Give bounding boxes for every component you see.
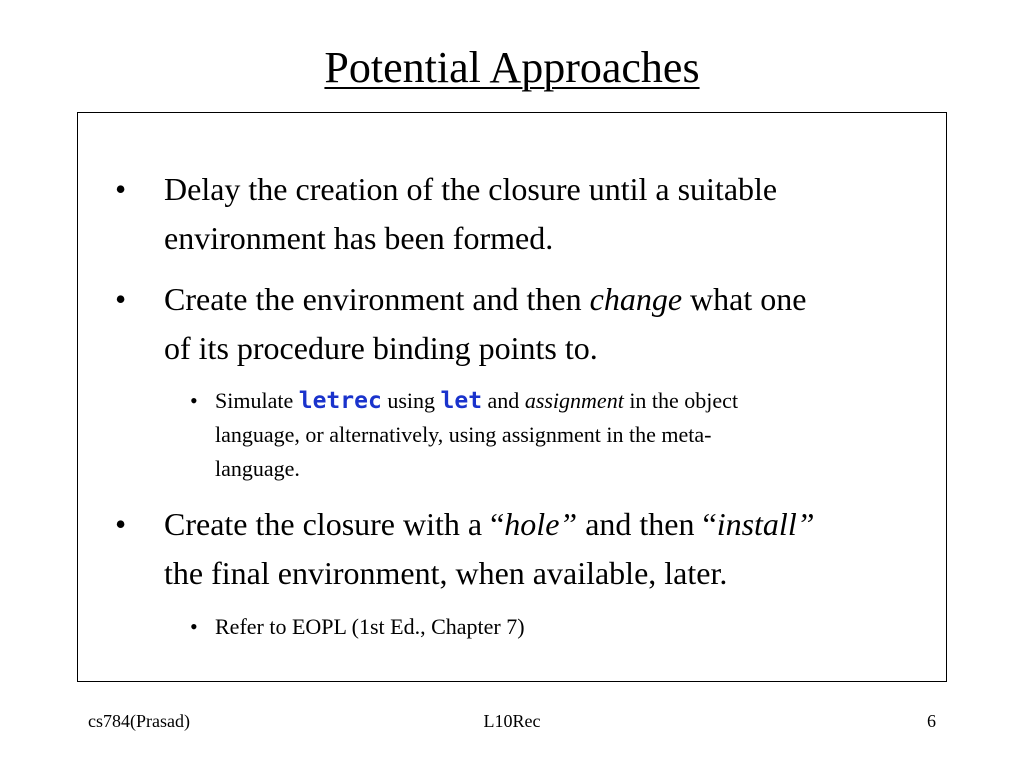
- sub-line: Refer to EOPL (1st Ed., Chapter 7): [215, 614, 525, 639]
- bullet-line: of its procedure binding points to.: [164, 330, 598, 366]
- sub-line-part: and: [482, 388, 525, 413]
- footer-lecture: L10Rec: [483, 711, 541, 731]
- sub-line: language.: [215, 456, 300, 481]
- bullet-line-part: Create the closure with a “: [164, 506, 505, 542]
- slide-title: [0, 40, 1024, 96]
- sub-bullet-dot: •: [190, 388, 198, 413]
- footer-course: cs784(Prasad): [88, 711, 190, 731]
- bullet-dot: •: [115, 506, 127, 542]
- sub-bullet-text: [215, 610, 525, 644]
- sub-bullet-text: [215, 384, 738, 486]
- slide-title-text: Potential Approaches: [324, 43, 700, 92]
- footer-page-number: 6: [927, 711, 936, 731]
- sub-line-part: using: [381, 388, 441, 413]
- code-let: let: [440, 388, 483, 414]
- bullet-line-part: what one: [682, 281, 807, 317]
- sub-line-part: in the object: [623, 388, 739, 413]
- bullet-line: Delay the creation of the closure until a suitable: [164, 171, 778, 207]
- sub-bullet-dot: •: [190, 614, 198, 639]
- bullet-line-part: Create the environment and then: [164, 281, 590, 317]
- code-letrec: letrec: [298, 388, 382, 414]
- bullet-dot: •: [115, 171, 127, 207]
- emphasis-assignment: assignment: [524, 388, 624, 413]
- bullet-line: environment has been formed.: [164, 220, 554, 256]
- emphasis-change: change: [589, 281, 683, 317]
- bullet-line-part: and then “: [577, 506, 717, 542]
- bullet-dot: •: [115, 281, 127, 317]
- emphasis-hole: hole”: [504, 506, 578, 542]
- sub-line: language, or alternatively, using assignment in the meta-: [215, 422, 712, 447]
- bullet-text: [164, 500, 815, 598]
- bullet-text: [164, 165, 777, 263]
- sub-line-part: Simulate: [215, 388, 299, 413]
- bullet-line: the final environment, when available, later.: [164, 555, 728, 591]
- bullet-text: [164, 275, 806, 373]
- content-box: [77, 112, 947, 682]
- emphasis-install: install”: [716, 506, 815, 542]
